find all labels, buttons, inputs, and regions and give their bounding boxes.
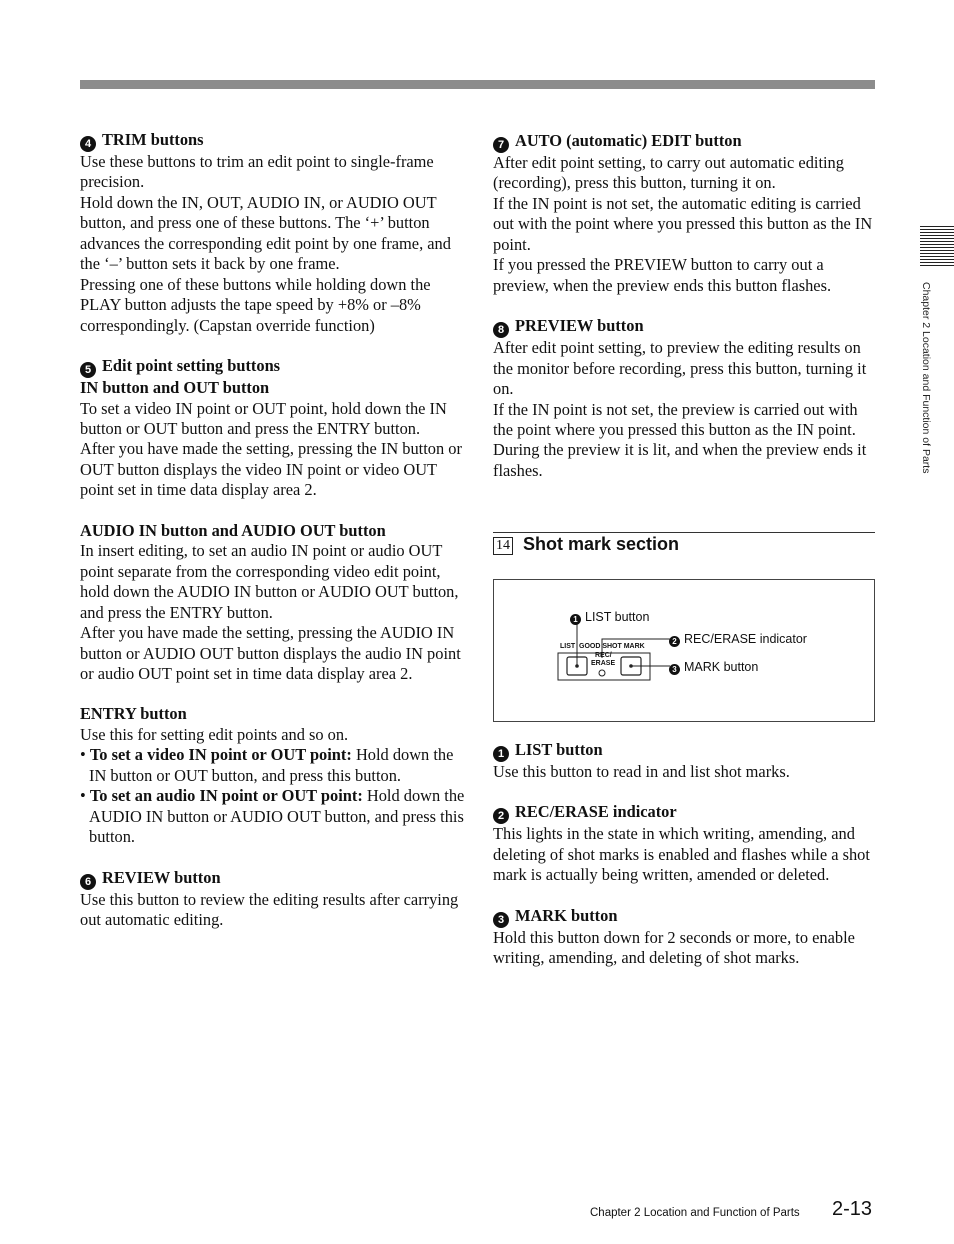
rec-erase-heading: 2 REC/ERASE indicator [493, 802, 877, 824]
callout-number-icon: 4 [80, 136, 96, 152]
paragraph: Pressing one of these buttons while holding down the PLAY button adjusts the tape speed by +8% or –8% correspondingly. (Capstan override function) [80, 274, 431, 335]
panel-label-erase: ERASE [591, 660, 616, 667]
panel-label-good-shot-mark: GOOD SHOT MARK [579, 643, 645, 650]
paragraph: After you have made the setting, pressing the AUDIO IN button or AUDIO OUT button displays the audio IN point or audio OUT point set in time data display area 2. [80, 623, 461, 683]
audio-section [80, 521, 465, 685]
header-rule [80, 80, 875, 89]
bullet-item: • To set an audio IN point or OUT point: Hold down the AUDIO IN button or AUDIO OUT button, and press this button. [80, 786, 465, 847]
right-column-lower [493, 740, 877, 969]
callout-number-icon: 1 [493, 746, 509, 762]
trim-heading: 4 TRIM buttons [80, 130, 465, 152]
paragraph: In insert editing, to set an audio IN point or audio OUT point separate from the corresponding video edit point, hold down the AUDIO IN button or AUDIO OUT button, and press the ENTRY button. [80, 541, 459, 622]
left-column [80, 130, 465, 931]
shot-mark-panel-figure [493, 579, 875, 722]
paragraph: After you have made the setting, pressing the IN button or OUT button displays the video IN point or video OUT point set in time data display area 2. [80, 439, 462, 500]
paragraph: Hold this button down for 2 seconds or more, to enable writing, amending, and deleting of shot marks. [493, 927, 855, 968]
review-section [80, 868, 465, 931]
auto-edit-heading: 7 AUTO (automatic) EDIT button [493, 131, 877, 153]
paragraph: Use these buttons to trim an edit point to single-frame precision. [80, 152, 434, 192]
paragraph: After edit point setting, to preview the editing results on the monitor before recording, press this button, turning it on. [493, 338, 867, 399]
callout-number-icon: 2 [669, 636, 680, 647]
callout-number-icon: 7 [493, 137, 509, 153]
callout-number-icon: 1 [570, 614, 581, 625]
auto-edit-section [493, 131, 877, 296]
paragraph: Use this button to read in and list shot marks. [493, 762, 790, 781]
callout-rec-erase-indicator: 2 REC/ERASE indicator [669, 632, 807, 647]
trim-buttons-section [80, 130, 465, 336]
paragraph: To set a video IN point or OUT point, hold down the IN button or OUT button and press the ENTRY button. [80, 398, 447, 438]
review-heading: 6 REVIEW button [80, 868, 465, 890]
list-button-section [493, 740, 877, 782]
entry-heading: ENTRY button [80, 704, 187, 724]
entry-section [80, 704, 465, 847]
callout-number-icon: 8 [493, 322, 509, 338]
rec-erase-indicator-shape [599, 670, 605, 676]
section-number: 14 [493, 537, 513, 555]
callout-number-icon: 3 [669, 664, 680, 675]
callout-mark-button: 3 MARK button [669, 660, 758, 675]
paragraph: If you pressed the PREVIEW button to carry out a preview, when the preview ends this button flashes. [493, 255, 832, 295]
paragraph: Hold down the IN, OUT, AUDIO IN, or AUDIO OUT button, and press one of these buttons. The ‘+’ button advances the corresponding edit point by one frame, and the ‘–’ button sets it back by one frame. [80, 192, 451, 274]
panel-label-rec: REC/ [595, 652, 612, 659]
paragraph: Use this for setting edit points and so on. [80, 724, 349, 744]
page-number: 2-13 [832, 1198, 873, 1220]
rec-erase-section [493, 802, 877, 885]
shot-mark-section-heading: 14 Shot mark section [493, 533, 679, 555]
footer-chapter-title: Chapter 2 Location and Function of Parts [590, 1207, 800, 1219]
in-out-subheading: IN button and OUT button [80, 378, 270, 398]
audio-heading: AUDIO IN button and AUDIO OUT button [80, 520, 386, 540]
chapter-side-tab: Chapter 2 Location and Function of Parts [920, 282, 932, 474]
preview-heading: 8 PREVIEW button [493, 316, 877, 338]
bullet-item: • To set a video IN point or OUT point: Hold down the IN button or OUT button, and press this button. [80, 745, 454, 785]
preview-section [493, 316, 877, 481]
right-column [493, 131, 877, 481]
chapter-tab-stripes [920, 226, 954, 268]
paragraph: If the IN point is not set, the automatic editing is carried out with the point where you pressed this button as the IN point. [493, 193, 873, 254]
panel-illustration [494, 580, 874, 721]
paragraph: This lights in the state in which writing, amending, and deleting of shot marks is enabled and flashes while a shot mark is actually being written, amended or deleted. [493, 824, 870, 885]
paragraph: During the preview it is lit, and when the preview ends it flashes. [493, 440, 867, 480]
callout-number-icon: 6 [80, 874, 96, 890]
callout-list-button: 1 LIST button [570, 610, 649, 625]
paragraph: Use this button to review the editing results after carrying out automatic editing. [80, 889, 459, 930]
callout-number-icon: 5 [80, 362, 96, 378]
edit-point-heading: 5 Edit point setting buttons [80, 356, 465, 378]
mark-button-section [493, 906, 877, 969]
list-button-heading: 1 LIST button [493, 740, 877, 762]
paragraph: After edit point setting, to carry out automatic editing (recording), press this button, turning it on. [493, 153, 844, 193]
callout-number-icon: 2 [493, 808, 509, 824]
panel-label-list: LIST [560, 643, 576, 650]
mark-button-heading: 3 MARK button [493, 906, 877, 928]
paragraph: If the IN point is not set, the preview is carried out with the point where you pressed this button as the IN point. [493, 399, 858, 439]
edit-point-section [80, 356, 465, 501]
callout-number-icon: 3 [493, 912, 509, 928]
